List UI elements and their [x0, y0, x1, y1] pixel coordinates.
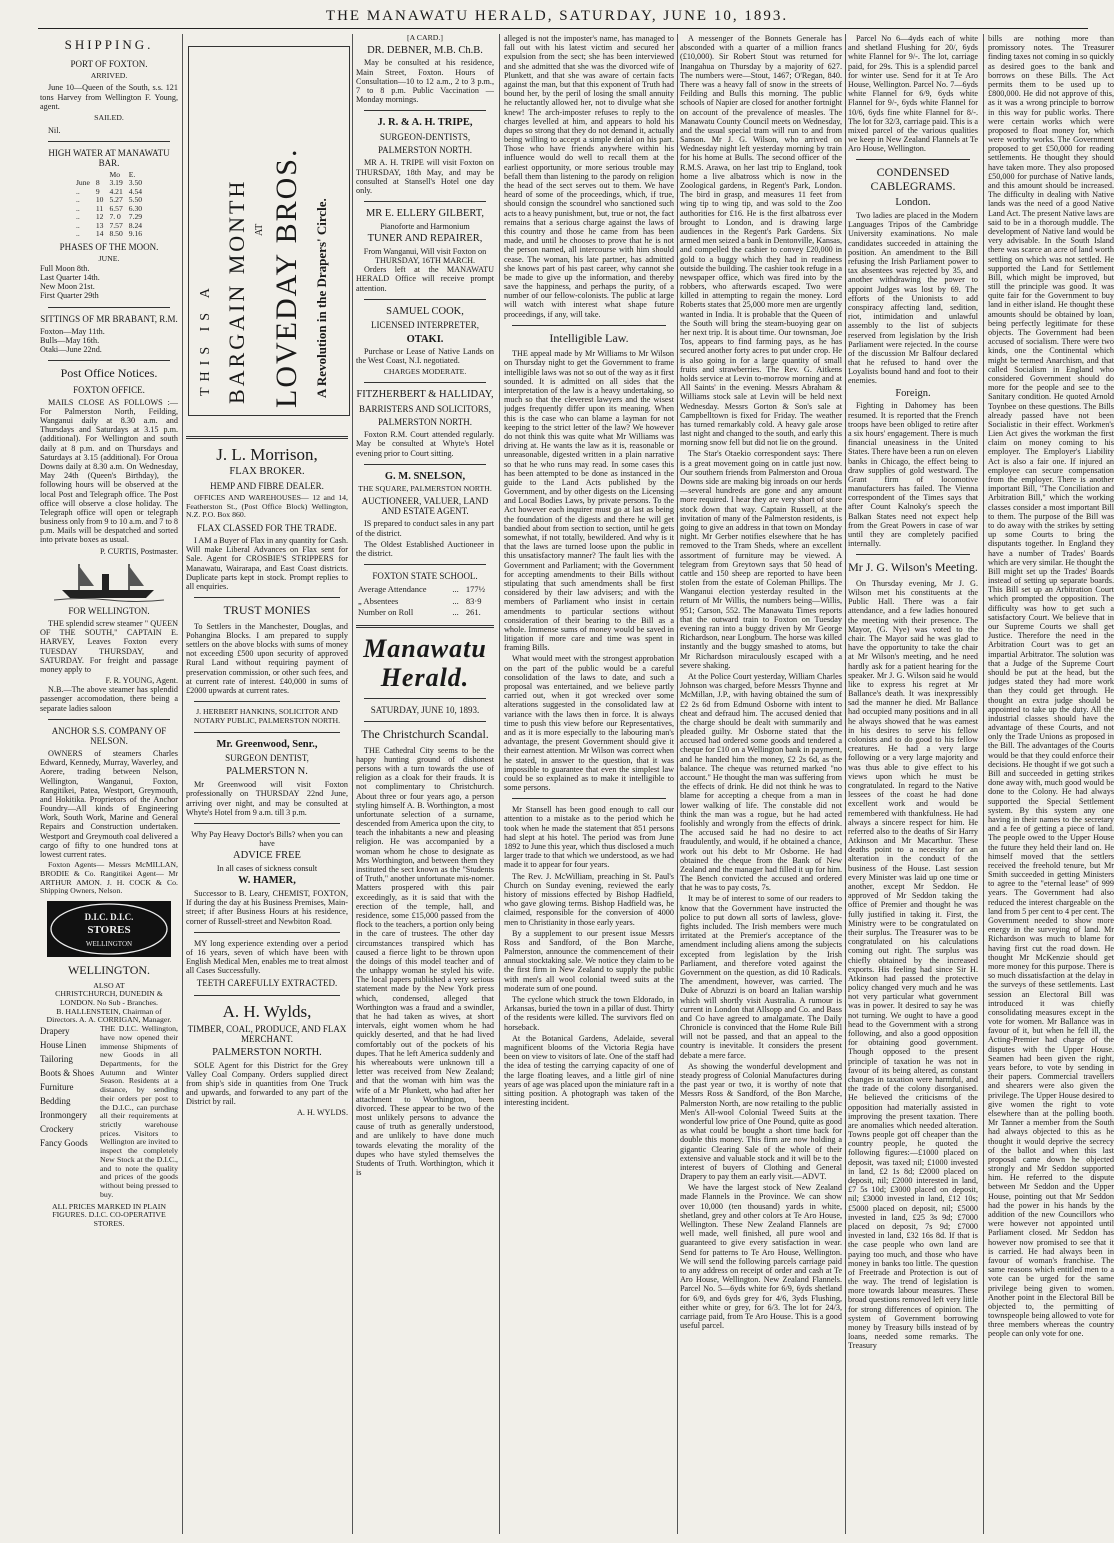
- table-cell: 11: [95, 203, 104, 213]
- high-water-heading: HIGH WATER AT MANAWATU BAR.: [48, 147, 170, 168]
- wilson-meeting-text: On Thursday evening, Mr J. G. Wilson met his constituents at the Public Hall. There was a fair attendance, and a few ladies honoured the meeting with their presence. The Mayor, (G. Nye) was voted to the chair. The Mayor said he was glad to have the opportunity to take the chair at Mr Wilson's meeting, and he need hardly ask for a patient hearing for the speaker. Mr J. G. Wilson said he would like to express his regret at Mr Ballance's death. It was inexpressibly sad the manner he died. Mr Ballance had occupied many positions and in all he always showed that he was earnest in his desires to serve his fellow colonists and to do good to his fellow creatures. He had a very large following or a very large majority and was thus able to give effect to his views upon which he must be congratulated. In regard to the Native lessees of the coast he had done excellent work and would be remembered with thankfulness. He had always a sincere respect for him. He referred also to the deaths of Sir Harry Atkinson and Mr Macarthur. These deaths point to a necessity for an alteration in the conduct of the business of the House. Last session every Minister was laid up one time or another, except Mr Seddon. He approved of Mr Seddon taking the office of Premier and thought he was fully justified in taking it. First, the Ministry were to be congratulated on their surplus. The Treasurer was to be congratulated on his calculations coming out right. The surplus was chiefly obtained by the increased exports. His feeling had since Sir H. Atkinson had passed the protective policy changed very much and he was not very particular what government was in power. It desired to say he was not turning. We ought to have a good head to the Government with a strong following, and also a good opposition for obtaining good government. Though opposed to the present principle of taxation he was not in favour of its being altered, as constant changes in taxation were harmful, and the trade of the colony disorganised. He believed the criticisms of the opposition had materially assisted in improving the present taxation. There are anomalies which needed alteration. Towns people got off cheaper than the country people, he quoted the following figures:—£1000 placed on deposit, was taxed nil; £1000 invested in land, £2 1s 8d; £2000 placed on deposit, nil; £2000 interested in land, £7 5s 10d; £3000 placed on deposit, nil; £3000 invested in land, £12 10s; £5000 placed on deposit, nil; £5000 invested in land, £25 3s 9d; £7000 placed on deposit, 7s 9d; £7000 invested in land, £32 16s 8d. If that is the case people who own land are paying too much, and those who have money in banks too little. The question of Freetrade and Protection is out of the way. The trend of legislation is more towards labour measures. These broad questions removed left very little for strong differences of opinion. The system of Government borrowing money by Treasury bills instead of by loans, needed some remarks. The Treasury: [848, 578, 978, 1351]
- table-cell: 5.27: [109, 195, 123, 205]
- divider: [356, 625, 494, 628]
- law-text2: What would meet with the strongest approbation on the part of the public would be a careful consolidation of the laws to date, and such a proposal was entertained, and we believe partly carried out, when it got wrecked over some alterations suggested in the consolidated law at variance with the laws then in force. It is always time to push this view before our Representatives, and as it is more especially to the labouring man's advantage, the present Government should give it their earnest attention. Mr Wilson was correct when he stated, in answer to the question, that it was impossible to guarantee that even the simplest law could be so explained as to make it intelligible to some persons.: [504, 654, 674, 793]
- scandal-continued: alleged is not the imposter's name, has managed to fall out with his latest victim and secured her expulsion from the sect; she has been interviewed and she admitted that she was the divorced wife of Plunkett, and that she was aware of certain facts against the man, but that this exponent of Truth had bound her, by the peril of losing the small annuity he reluctantly allowed her, not to divulge what she knew! The arch-imposter refuses to reply to the charges levelled at him, and appears to hold his dupes so strong that they do not demand it, actually being willing to accept a simple denial on his part. Those who have friends anywhere within his influence would do well to recall them at the earliest opportunity, or more serious trouble may befall them than listening to the parody on religion the head of the sect serves out to them. We have heard of some of the proceedings, which, if true, should consign the scoundrel who sanctioned such acts to a heavy punishment, but, true or not, the fact remains that a serious charge against the laws of this country and those he came from has been made, and until he chooses to prove that he is not the person named, all intercourse with him should cease. The woman, his late partner, has admitted she knows part of his past career, why cannot she be made to give up the information, and thereby save the happiness, and perhaps the purity, of a number of our fellow-colonists. The public at large will watch with interest what shape future proceedings, if any, will take.: [504, 34, 674, 319]
- divider: [48, 360, 170, 361]
- divider: [186, 436, 348, 439]
- fitzherbert-heading: FITZHERBERT & HALLIDAY,: [356, 389, 494, 401]
- dic-category: Crockery: [40, 1123, 74, 1134]
- column-ads-right: [356, 34, 494, 1534]
- cook-charges: CHARGES MODERATE.: [383, 366, 467, 376]
- herald-title: Manawatu Herald.: [363, 633, 487, 692]
- table-cell: Average Attendance: [358, 584, 427, 595]
- divider: [856, 159, 970, 160]
- table-cell: 8.50: [109, 229, 123, 239]
- column-divider: [499, 34, 500, 1534]
- wylds-sign: A. H. WYLDS.: [296, 1108, 348, 1118]
- scandal-heading: The Christchurch Scandal.: [361, 727, 489, 742]
- steamer-illustration: [54, 560, 164, 602]
- column-shipping: [40, 34, 178, 1534]
- steamer-note: N.B.—The above steamer has splendid passenger accomodation, there being a separate ladies saloon: [40, 685, 178, 713]
- divider: [48, 307, 170, 308]
- tripe-heading: J. R. & A. H. TRIPE,: [377, 117, 473, 129]
- moon-phase: First Quarter 29th: [40, 291, 99, 301]
- column-cablegrams: [848, 34, 978, 1534]
- table-cell: 10: [95, 195, 104, 205]
- divider: [364, 698, 486, 699]
- dic-category: House Linen: [40, 1040, 87, 1051]
- law-heading: Intelligible Law.: [549, 330, 629, 345]
- debner-heading: DR. DEBNER, M.B. Ch.B.: [367, 44, 483, 56]
- dic-category: Ironmongery: [40, 1109, 87, 1120]
- table-cell: 6.57: [109, 203, 123, 213]
- table-cell: 9.16: [128, 229, 143, 239]
- cook-heading: SAMUEL COOK,: [386, 305, 464, 317]
- snelson-text2: The Oldest Established Auctioneer in the district.: [356, 539, 494, 559]
- gilbert-sub: Pianoforte and Harmonium: [380, 221, 470, 231]
- hamer-heading: ADVICE FREE: [233, 850, 301, 862]
- morrison-address: OFFICES AND WAREHOUSES— 12 and 14, Featherston St., (Post Office Block) Wellington, N.Z. P.O. Box 860.: [186, 492, 348, 520]
- tripe-text: MR A. H. TRIPE will visit Foxton on THURSDAY, 18th May, and may be consulted at Stansell's Hotel one day only.: [356, 158, 494, 195]
- dic-footer: ALL PRICES MARKED IN PLAIN FIGURES. D.I.C. CO-OPERATIVE STORES.: [51, 1201, 167, 1228]
- news-item: As showing the wonderful development and steady progress of Colonial Manufactures during the past year or two, it is worthy of note that Messrs Ross & Sandford, of the Bon Marche, Palmerston North, are now retailing to the public Men's All-wool Colonial Tweed Suits at the wonderful low price of One Pound, quite as good as what could be bought a short time back for double this money. This firm are now holding a gigantic Clearing Sale of the whole of their extensive and valuable stock and it will be to the interest of buyers of Clothing and General Drapery to pay them an early visit.—ADVT.: [680, 1061, 842, 1182]
- divider: [194, 701, 340, 702]
- column-wilson-continued: [988, 34, 1114, 1534]
- divider: [194, 597, 340, 598]
- bargain-month-ad: [188, 46, 348, 414]
- snelson-sub: THE SQUARE, PALMERSTON NORTH.: [358, 483, 492, 493]
- table-cell: 5.50: [128, 195, 143, 205]
- sitting-line: Bulls—May 16th.: [40, 335, 100, 345]
- bargain-line-5: A Revolution in the Drapers' Circle.: [314, 198, 329, 398]
- dic-category: Fancy Goods: [40, 1137, 88, 1148]
- column-divider: [182, 34, 183, 1534]
- dic-names: B. HALLENSTEIN, Chairman of Directors. A. A. CORRIGAN, Manager.: [46, 1006, 172, 1025]
- table-cell: Mo: [109, 169, 121, 179]
- greenwood-sub: SURGEON DENTIST,: [225, 753, 309, 764]
- divider: [194, 932, 340, 933]
- bargain-line-2: BARGAIN MONTH: [224, 178, 249, 404]
- column-editorial: [504, 34, 674, 1534]
- table-cell: ..: [75, 229, 80, 239]
- post-office-text: MAILS CLOSE AS FOLLOWS :— For Palmerston North, Feilding, Wanganui daily at 8.30 a.m. and Thursdays and Saturdays at 3.15 p.m. (additional). For Wellington and south daily at 8 p.m. and on Thursdays and Saturdays at 3.15 (additional). For Oroua Downs daily at 8.30 a.m. On Wednesday, May 24th (Queen's Birthday), the following hours will be observed at the local Post and Telegraph office. The Post office will observe a close holiday. The Telegraph office will open or telegraph business only from 9 to 10 a.m. and 7 to 8 p.m. Mails will be despatched and sorted into private boxes as usual.: [40, 397, 178, 545]
- postmaster-sign: P. CURTIS, Postmaster.: [100, 546, 178, 556]
- wylds-sub: TIMBER, COAL, PRODUCE, AND FLAX MERCHANT.: [187, 1023, 347, 1044]
- table-cell: 8: [95, 178, 100, 188]
- post-office-sub: FOXTON OFFICE.: [73, 384, 145, 395]
- school-table: [356, 584, 494, 619]
- london-heading: London.: [895, 197, 931, 209]
- table-cell: 4.21: [109, 186, 123, 196]
- table-row: [356, 584, 494, 596]
- sailed-heading: SAILED.: [94, 112, 124, 122]
- masthead-title: THE MANAWATU HERALD, SATURDAY, JUNE 10, 1893.: [325, 8, 789, 24]
- divider: [364, 464, 486, 465]
- dic-category: Boots & Shoes: [40, 1067, 95, 1078]
- sittings-heading: SITTINGS OF MR BRABANT, R.M.: [40, 313, 178, 324]
- shipping-heading: SHIPPING.: [64, 37, 154, 52]
- table-cell: ..: [75, 195, 80, 205]
- divider: [194, 732, 340, 733]
- table-cell: ...: [452, 607, 459, 618]
- divider: [512, 798, 666, 799]
- divider: [364, 201, 486, 202]
- trust-heading: TRUST MONIES: [223, 603, 311, 618]
- table-cell: Number on Roll: [358, 607, 414, 618]
- morrison-sub: FLAX BROKER.: [229, 466, 305, 478]
- table-cell: 7. 0: [109, 212, 121, 222]
- table-row: [356, 607, 494, 619]
- bargain-line-4: LOVEDAY BROS.: [270, 147, 303, 408]
- hamer-text2: Successor to B. Leary, CHEMIST, FOXTON, If during the day at his Business Premises, Main-street; if after Business Hours at his residence, corner of Russell-street and Newbiton Road.: [186, 888, 348, 926]
- divider: [48, 141, 170, 142]
- wylds-text: SOLE Agent for this District for the Grey Valley Coal Company. Orders supplied direct from ship's side in quantities from One Truck and upwards, and forwarded to any part of the District by rail.: [186, 1060, 348, 1107]
- hamer-name: W. HAMER,: [238, 875, 296, 887]
- column-ads-left: [186, 430, 348, 1534]
- dic-category: Tailoring: [40, 1054, 73, 1064]
- greenwood-text: Mr Greenwood will visit Foxton professionally on THURSDAY 22nd June, arriving over night, and may be consulted at Whyte's Hotel from 9 a.m. till 3 p.m.: [186, 780, 348, 817]
- table-cell: ...: [452, 584, 459, 595]
- teeth-heading: TEETH CAREFULLY EXTRACTED.: [196, 978, 338, 989]
- moon-phase: Full Moon 8th.: [40, 263, 90, 273]
- morrison-text: I AM a Buyer of Flax in any quantity for Cash. Will make Liberal Advances on Flax sent for Sale. Agent for CROSBIE'S STRIPPERS for Manawatu, Wairarapa, and East Coast districts. Duplicate parts kept in stock. Prompt replies to all enquiries.: [186, 536, 348, 592]
- table-cell: ..: [75, 203, 80, 213]
- table-cell: ...: [452, 595, 459, 606]
- moon-month: JUNE.: [98, 254, 120, 264]
- dic-places: CHRISTCHURCH, DUNEDIN & LONDON. No Sub - Branches.: [55, 989, 163, 1007]
- table-cell: June: [75, 178, 90, 188]
- tripe-sub: SURGEON-DENTISTS,: [379, 132, 471, 143]
- table-cell: 177½: [465, 584, 486, 595]
- table-cell: „ Absentees: [358, 595, 399, 606]
- news-item: A messenger of the Bonnets Generale has absconded with a quarter of a million francs (£10,000). Sir Robert Stout was returned for Inangahua on Thursday by a majority of 627. The numbers were—Stout, 1467; O'Regan, 840. There was a heavy fall of snow in the streets of Feilding and Bulls this morning. The public schools of Napier are closed for another fortnight on account of the prevalence of measles. The Manawatu County Council meets on Wednesday, and the usual special tram will run to and from Sanson. Mr J. G. Wilson, who arrived on Wednesday night left yesterday morning by train for his home at Bulls. The second officer of the R.M.S. Arawa, on her last trip to England, took home a live albatross which is now in the Zoological gardens, in Regent's Park, London. The bird in grasp, and measures 11 feet from wing tip to wing tip, and was sold to the Zoo authorities for £16. He is the first albatross ever brought to London, and is drawing large audiences in the Regent's Park Gardens. Six armed men seized a bank in Dentonville, Kansas, and compelled the cashier to convey £20,000 in gold to a buggy which they had in readiness outside the building. The cashier took refuge in a newspaper office, which was fired into by the robbers, who afterwards escaped. Two were killed in attempting to regain the money. Lord Roberts states that 25,000 more men are urgently wanted in India. It is probable that the Queen of the South will bring the steam-buoying gear on her next trip. It is about time. Our townsman, Joe Tos, appears to find farming pays, as he has secured another forty acres to put under crop. He is also going in for a large quantity of small fruits and strawberries. The Rev. G. Aitkens holds service at Levin to-morrow morning and at All Saints' in the evening. Messrs Abraham & Williams stock sale at Levin will be held next Wednesday. Messrs Gorton & Son's sale at Campbelltown is fixed for Friday. The weather has turned remarkably cold. A heavy gale arose last night and changed to the south, and early this morning snow fell but did not lie on the ground.: [680, 34, 842, 448]
- hamer-question: Why Pay Heavy Doctor's Bills? when you can have: [191, 829, 343, 849]
- fitzherbert-sub2: PALMERSTON NORTH.: [378, 417, 472, 428]
- moon-phase: New Moon 21st.: [40, 282, 95, 292]
- sailed-text: Nil.: [48, 125, 61, 135]
- table-cell: 13: [95, 220, 104, 230]
- gilbert-heading: MR E. ELLERY GILBERT,: [365, 208, 485, 220]
- dic-category: Furniture: [40, 1081, 74, 1092]
- dic-text: THE D.I.C. Wellington, have now opened their immense Shipments of new Goods in all Departments, for the Autumn and Winter Season. Residents at a distance, by sending their orders per post to the D.I.C., can purchase all their requirements at strictly warehouse prices. Visitors to Wellington are invited to inspect the completely New Stock at the D.I.C., and to note the quality and prices of the goods without being pressed to buy.: [100, 1024, 178, 1199]
- bargain-line-3: AT: [254, 223, 265, 236]
- news-item: We have the largest stock of New Zealand made Flannels in the Province. We can show over 10,000 (ten thousand) yards in white, shetland, grey and other colors at Te Aro House, Wellington. These New Zealand Flannels are well made, well finished, all pure wool and guaranteed to give every satisfaction in wear. Send for patterns to Te Aro House, Wellington. We will send the following parcels carriage paid to any address on receipt of order and cash at Te Aro House, Wellington. New Zealand Flannels. Parcel No. 5—6yds white for 6/9, 6yds shetland for 6/9, and 6yds grey for 4/6, 3yds Flushing, either white or grey, for 6/3. The lot for 24/3, carriage paid, from Te Aro House. This is a good useful parcel.: [680, 1183, 842, 1331]
- divider: [194, 823, 340, 824]
- dic-city: WELLINGTON.: [67, 963, 151, 978]
- for-wellington-heading: FOR WELLINGTON.: [68, 605, 150, 616]
- greenwood-heading: Mr. Greenwood, Senr.,: [216, 738, 318, 750]
- flannel-parcels: Parcel No 6—4yds each of white and shetland Flushing for 20/, 6yds white Flannel for 9/-. The lot, carriage paid, for 29s. This is a splendid parcel for winter use. Send for it at Te Aro House, Wellington. Parcel No. 7—6yds white Flannel for 6/9, 6yds white Flannel for 9/-, 6yds white Flannel for 10/6, 6yds fine white Flannel for 8/-. The lot for 32/3, carriage paid. This is a mixed parcel of the various qualities we keep in New Zealand Flannels at Te Aro House, Wellington.: [848, 34, 978, 154]
- wilson-meeting-continued: bills are nothing more than promissory notes. The Treasurer finding taxes not coming in so quickly as desired goes to the bank and borrows on these Bills. The Act permits them to be used up to £800,000. He did not approve of this, as it was a wrong principle to borrow in this way for public works. There were certain works which were proposed to float money for, which were worthy works. The Government proposed to get £50,000 for reading settlements. He thought they should have taken more. They also proposed £50,000 for purchase of Native lands, and this amount should be increased. The difficulty in dealing with Native lands was the need of a good Native Land Act. The present Native laws are said to be in a thorough muddle. The development of Native land would be very advisable. In the South Island there was scarce an acre of land worth settling on which was not settled. He supported the Land for Settlement Bill, which might be improved, but still the principle was good. It was quite fair for the Government to buy land in either island. He thought these amounts should be obtained by loan, being perfectly legitimate for these objects. The Government had been accused of socialism. There were two kinds, one the Continental which might be termed Anarchism, and that called Socialism in England who considered Government should do more for the people and see to the Sanitary condition. He quoted Arnold Toynbee on these questions. The Bills already passed have not been Socialistic in their effect. Workmen's Lien Act gives the workman the first claim on money coming to his employer. The Employer's Liability Act is also a fair one. If injured an employee can secure compensation from the employer. There is another important Bill, "The Conciliation and Arbitration Bill," which the working classes consider a most important Bill to them. The purpose of the Bill was to do away with the strikes by setting up some Courts to bring the disputants together. In England they have a number of Trades' Boards which are very similar. He thought the Bill might set up the Trades' Boards instead of setting up separate boards. This Bill set up an Arbitration Court which prompted the opposition. The difficulty was how to get such a satisfactory Court. We believe that in our Supreme Courts we shall get Justice. Therefore the need in the Arbitration Court was to get an impartial Arbitrator. The solution was that a Judge of the Supreme Court should be put at the head, but the judges stated they had more work than they could get through. He thought an extra judge should be appointed to take up the duty. All the industrial classes should have the advantage of these Courts, and not only the Trade Unions as proposed in the Bill. The advantages of the Courts would be that they could enforce their decisions. He thought if we got such a Bill and succeeded in getting strikes done away with, much good would be done to the Colony. He had always supported the Special Settlement system. By this system any one having in their names to the secretary and a fee of getting a piece of land. The people owed to the Upper House the future they held their land on. He himself moved that the settlers received the freehold tenure, but Mr Smith succeeded in getting Ministers to agree to the "eternal lease" of 999 years. The Government had also reduced the interest chargeable on the land from 5 per cent to 4 per cent. The Government needed to show more energy in the surveying of land. Mr Richardson was much to blame for having first cut the road down. He thought Mr McKenzie should get more money for this purpose. There is so much dissatisfaction at the delay in the surveys of these settlements. Last session an Electoral Bill was introduced it was chiefly consolidating measures except in the vote for women. Mr Ballance was in favour of it, but when he fell ill, the Acting-Premier had charge of the disputes with the Upper House. Seamen had been given the right, years before, to vote by sending in their papers. Commercial travellers and shearers were also given the privilege. The Upper House desired to give women the right to vote elsewhere than at the polling booth. Mr Tanner a member from the South had always objected to this as he thought it would deprive the secrecy of the ballot and when this last proposal came down he objected strongly and Mr Seddon supported him. He referred to the dispute between Mr Seddon and the Upper House, pointing out that Mr Seddon had the power in his hands by the addition of the new Councillors who were however not appointed until Parliament closed. Mr Seddon has however now promised to see that it is carried. He had always been in favour of woman's franchise. The same reasons which entitled men to a vote can be urged for the same privilege being given to women. Another point in the Electoral Bill be objected to, the permitting of townspeople being allowed to vote for three members whereas the country people can only vote for one.: [988, 34, 1114, 1339]
- table-cell: 7.57: [109, 220, 123, 230]
- column-divider: [845, 34, 846, 1534]
- table-cell: ..: [75, 212, 80, 222]
- tripe-sub2: PALMERSTON NORTH.: [378, 145, 472, 156]
- bargain-line-1: THIS IS A: [198, 282, 213, 396]
- table-cell: 12: [95, 212, 104, 222]
- local-note: Mr Stansell has been good enough to call our attention to a mistake as to the period which he took when he made the statement that 851 persons had slept at his hotel. The period was from June 1892 to June this year, which thus disclosed a much larger trade to that which we understood, as we had made it to appear for four years.: [504, 805, 674, 870]
- dic-also: ALSO AT: [93, 980, 125, 990]
- snelson-sub2: AUCTIONEER, VALUER, LAND AND ESTATE AGENT.: [361, 496, 489, 517]
- anchor-company-text: OWNERS of steamers Charles Edward, Kennedy, Murray, Waverley, and Aorere, trading between Nelson, Wellington, Wanganui, Foxton, Rangitikei, Patea, Westport, Greymouth, and Hokitika. Proprietors of the Anchor Foundry—All kinds of Engineering Work, South Work, Marine and General Repairs and Construction undertaken. Westport and Greymouth coal delivered a cargo of fifty to one hundred tons at lowest current rates.: [40, 748, 178, 860]
- tide-table: [73, 171, 145, 239]
- column-divider: [983, 34, 984, 1534]
- column-divider: [352, 34, 353, 1534]
- svg-text:D.I.C. D.I.C.: D.I.C. D.I.C.: [84, 912, 134, 923]
- divider: [364, 110, 486, 111]
- teeth-text: MY long experience extending over a period of 16 years, seven of which have been with English Medical Men, enables me to treat almost all Cases Successfully.: [186, 938, 348, 976]
- dic-category: Bedding: [40, 1095, 71, 1106]
- table-cell: 4.54: [128, 186, 143, 196]
- scandal-text: THE Cathedral City seems to be the happy hunting ground of dishonest persons with a turn towards the use of religion as a cloak for their frauds. It is not complimentary to Christchurch. About three or four years ago, a person styling himself A. B. Worthington, a most unfortunate selection of a surname, descended from America upon the city, to teach the inhabitants a new and pleasing religion. He was accompanied by a woman whom he chose to designate as Mrs Worthington, and between them they instituted the sect known as the "Students of Truth," another unfortunate mis-nomer. Matters prospered with this pair exceedingly, as it is said that with the erection of the temple, hall, and residence, some £15,000 passed from the flock to the teachers, a portion only being in the care of trustees. The other day circumstances transpired which has caused a fierce light to be thrown upon the doings of this model teacher and of the unhappy woman he styled his wife. The local papers published a very serious statement made by the New York press which, condensed, alleged that Worthington was a fraud and a swindler, that he had taken as wives, at short intervals, eight women whom he had quickly deserted, and that he had lived comfortably out of the pockets of his dupes. That he left America suddenly and his whereabouts were unknown till a letter was received from New Zealand; and that the woman with him was the wife of a Mr Plunkett, who had after her attachment to Worthington, been divorced. These appear to be two of the most unlikely persons to advance the cause of truth as generally understood, and are unlikely to have done much towards elevating the morality of the dupes who have styled themselves the Students of Truth. Worthington, which it is: [356, 745, 494, 1178]
- agent-sign: F. R. YOUNG, Agent.: [105, 676, 178, 686]
- table-cell: 7.29: [128, 212, 143, 222]
- table-cell: ..: [75, 220, 80, 230]
- dic-stores-logo: [46, 900, 172, 958]
- trust-text: To Settlers in the Manchester, Douglas, and Pohangina Blocks. I am prepared to supply settlers on the above blocks with sums of money not exceeding £500 upon security of approved Rural Land without requiring payment of preservation commission, or other such fees, and at current rate of interest. £40,000 in sums of £2000 upwards at current rates.: [186, 621, 348, 695]
- table-cell: 6.30: [128, 203, 143, 213]
- table-cell: 8.24: [128, 220, 143, 230]
- morrison-heading: J. L. Morrison,: [216, 445, 318, 464]
- cook-sub2: OTAKI.: [406, 333, 444, 345]
- wilson-meeting-heading: Mr J. G. Wilson's Meeting.: [848, 560, 978, 575]
- arrived-heading: ARRIVED.: [90, 70, 128, 80]
- port-heading: PORT OF FOXTON.: [70, 58, 148, 69]
- fitzherbert-text: Foxton R.M. Court attended regularly. May be consulted at Whyte's Hotel evening prior to Court sitting.: [356, 430, 494, 458]
- wylds-heading: A. H. Wylds,: [222, 1001, 312, 1021]
- cook-text: Purchase or Lease of Native Lands on the West Coast, N.I. negotiated.: [356, 347, 494, 366]
- moon-heading: PHASES OF THE MOON.: [59, 241, 159, 252]
- divider: [364, 564, 486, 565]
- local-note: The Rev. J. McWilliam, preaching in St. Paul's Church on Sunday evening, reviewed the early history of missions effected by Bishop Hadfield, who gave glowing terms. Bishop Hadfield was, he claimed, responsible for the conversion of 4000 men to Christianity in those early years.: [504, 871, 674, 927]
- dic-departments: [40, 1025, 178, 1199]
- gilbert-text: From Wanganui, Will visit Foxton on THURSDAY, 16TH MARCH.: [363, 246, 487, 265]
- debner-text: May be consulted at his residence, Main Street, Foxton. Hours of Consultation—10 to 12 a.m., 2 to 3 p.m., 7 to 8 p.m. Public Vaccination — Monday mornings.: [356, 58, 494, 105]
- divider: [512, 325, 666, 326]
- anchor-agents: Foxton Agents— Messrs McMILLAN, BRODIE & Co. Rangitikei Agent— Mr ARTHUR AMON. J. H. COCK & Co. Shipping Owners, Nelson.: [40, 860, 178, 896]
- sitting-line: Foxton—May 11th.: [40, 326, 105, 336]
- divider: [364, 382, 486, 383]
- svg-text:STORES: STORES: [87, 924, 131, 937]
- table-cell: 83·9: [465, 595, 482, 606]
- gilbert-text2: Orders left at the MANAWATU HERALD Office will receive prompt attention.: [356, 265, 494, 293]
- for-wellington-text: THE splendid screw steamer " QUEEN OF THE SOUTH," CAPTAIN E. HARVEY, Leaves Foxton every TUESDAY THURSDAY, and SATURDAY. For freight and passage money apply to: [40, 618, 178, 674]
- divider: [364, 721, 486, 722]
- card-label: [A CARD.]: [407, 34, 443, 42]
- morrison-sub2: HEMP AND FIBRE DEALER.: [210, 480, 324, 491]
- divider: [364, 299, 486, 300]
- greenwood-sub2: PALMERSTON N.: [226, 766, 308, 778]
- gilbert-sub2: TUNER AND REPAIRER,: [367, 233, 483, 244]
- news-item: It may be of interest to some of our readers to know that the Government have instructed the police to put down all sorts of lawless, glove-fights included. The Irish members were much irritated at the Premier's acceptance of the amendment including aliens among the subjects excepted from legislation by the Irish Parliament, and therefore voted against the Government on the question, as did 10 Radicals. The amendment, however, was carried. The Duke of Abruzzi is on board an Italian warship which will shortly visit Australia. A rumour is current in London that Allsopp and Co. and Bass and Co have agreed to amalgamate. The Daily Chronicle is convinced that the Home Rule Bill will not be passed, and that an appeal to the country is inevitable. It considers the present debate a mere farce.: [680, 894, 842, 1060]
- table-cell: 14: [95, 229, 104, 239]
- hankins: J. HERBERT HANKINS, SOLICITOR AND NOTARY PUBLIC, PALMERSTON NORTH.: [193, 707, 341, 725]
- moon-phase: Last Quarter 14th.: [40, 272, 100, 282]
- post-office-heading: Post Office Notices.: [60, 366, 158, 381]
- svg-text:WELLINGTON: WELLINGTON: [85, 940, 133, 949]
- sitting-line: Otaki—June 22nd.: [40, 344, 102, 354]
- column-divider: [677, 34, 678, 1534]
- arrived-text: June 10—Queen of the South, s.s. 121 tons Harvey from Wellington F. Young, agent.: [40, 83, 178, 111]
- fitzherbert-sub: BARRISTERS AND SOLICITORS,: [358, 404, 492, 415]
- divider: [856, 554, 970, 555]
- wylds-town: PALMERSTON NORTH.: [212, 1046, 322, 1058]
- table-row: [73, 230, 145, 239]
- table-cell: 3.19: [109, 178, 123, 188]
- masthead-rule: [38, 28, 1088, 29]
- local-note: The cyclone which struck the town Eldorado, in Arkansas, buried the town in a pillar of dust. Thirty of the residents were killed. The survivors fled on horseback.: [504, 995, 674, 1032]
- local-note: At the Botanical Gardens, Adelaide, several magnificent blooms of the Victoria Regia have been on view to visitors of late. One of the staff had the idea of testing the carrying capacity of one of the large floating leaves, and a little girl of nine years of age was placed upon the miniature raft in a sitting position. A photograph was taken of the interesting incident.: [504, 1033, 674, 1108]
- school-heading: FOXTON STATE SCHOOL.: [372, 571, 478, 582]
- london-text: Two ladies are placed in the Modern Languages Tripos of the Cambridge University examinations. No male candidates succeeded in attaining the position. An amendment to the Bill refusing the Irish Parliament power to tax absentees was rejected by 35, and another withdrawing the power to appoint Judges was lost by 69. The efforts of the Unionists to add conspiracy affecting land, sedition, riot, intimidation and unlawful assembly to the list of subjects reserved from legislation by the Irish Parliament were rejected. In the course of the discussion Mr Balfour declared that he refused to hand over the Loyalists bound hand and foot to their enemies.: [848, 211, 978, 386]
- table-cell: 261.: [465, 607, 481, 618]
- news-item: At the Police Court yesterday, William Charles Johnson was charged, before Messrs Thynne and McMillan, J.P., with having obtained the sum of £2 2s 6d from Edmund Osborne with intent to cheat and defraud him. The accused denied that the charge should be dealt with summarily and pleaded guilty. Mr Osborne stated that the accused had ordered some goods and tendered a cheque for £10 on a Wellington bank in payment, and he handed him the money, £2 2s 6d, as the balance. The cheque was returned marked "no account." He thought the man was suffering from the effects of drink. He did not think he was to blame for accepting a cheque from a man in lower walking of life. The constable did not think the man was a rogue, but he had acted foolishly and wrongly from the effects of drink. The accused said he had no desire to act fraudulently, and would, if he obtained a chance, work out his debt to Mr Osborne. He had obtained the cheque from the Bank of New Zealand and the manager had filled it up for him. The Bench convicted the accused and ordered that he was to pay costs, 7s.: [680, 671, 842, 893]
- local-note: By a supplement to our present issue Messrs Ross and Sandford, of the Bon Marche, Palmerston, announce the commencement of their annual stocktaking sale. We notice they claim to be the first firm in New Zealand to supply the public with men's all wool colonial tweed suits at the moderate sum of one pound.: [504, 928, 674, 993]
- column-local-news: [680, 34, 842, 1534]
- herald-date: SATURDAY, JUNE 10, 1893.: [370, 705, 480, 716]
- table-row: [356, 596, 494, 608]
- divider: [194, 995, 340, 996]
- divider: [48, 719, 170, 720]
- dic-category: Drapery: [40, 1026, 70, 1037]
- news-item: The Star's Otaekio correspondent says: There is a great movement going on in cattle just now. Our southern friends from Palmerston and Oroua Downs side are making big inroads on our herds—several hundreds are gone and any amount more required. I hear they are very short of store stock down that way. Captain Russell, at the invitation of many of the Palmerston residents, is going to give an address in that town on Monday night. Mr Gerber notifies elsewhere that he has removed to the Tram Sheds, where an excellent assortment of furniture may be viewed. A telegram from Greytown says that 50 head of cattle and 150 sheep are reported to have been stolen from the estate of Coleman Phillips. The Wanganui election yesterday resulted in the return of Mr Willis, the numbers being—Willis, 951; Carson, 552. The Manawatu Times reports that the outward train to Foxton on Tuesday evening ran into a buggy driven by Mr George Richardson, near Longburn. The horse was killed instantly and the buggy smashed to atoms, but Mr Richardson miraculously escaped with a severe shaking.: [680, 449, 842, 670]
- foreign-heading: Foreign.: [895, 387, 931, 399]
- snelson-heading: G. M. SNELSON,: [384, 470, 466, 482]
- table-cell: 3.50: [128, 178, 143, 188]
- foreign-text: Fighting in Dahomey has been resumed. It is reported that the French troops have been obliged to retire after a six hours' engagement. There is much financial uneasiness in the United States. There have been a run on eleven banks in Chicago, the effect being to draw supplies of gold westward. The Grant firm of locomotive manufacturers has failed. The Vienna correspondent of the Times says that after Count Kalnoky's speech the Balkan States need not expect help from the Great Powers in case of war until they are completely pacified internally.: [848, 401, 978, 549]
- hamer-text: In all cases of sickness consult: [216, 864, 318, 874]
- table-cell: ..: [75, 186, 80, 196]
- law-text: THE appeal made by Mr Williams to Mr Wilson on Thursday night to get the Government to frame intelligible laws was not so out of the way as it first sounded. It is admitted on all sides that the interpretation of the law is a heavy undertaking, so much so that the cleverest lawyers and the wisest judges frequently differ upon its meaning. When this is the case who can blame a layman for not keeping to the strict letter of the law? We however do not think this was quite what Mr Williams was driving at. He wants the law as it is, reasonable or unreasonable, digested written in a plain narrative so that he who runs may read. In some cases this has been attempted to be done as instanced in the guide to the Land Acts published by the Government, and by other digests on the Licensing and Local Bodies Laws, by private persons. To the Act however each inquirer must go at last as being the foundation of the digests and there he will get bandied about from section to section, until he gets somewhat, if not totally, bewildered. And why is it that the laws are turned loose upon the public in this unsatisfactory manner? The fault lies with the Government and Parliament; with the Government for accepting amendments to their Bills without stipulating that such amendments shall be first considered by their law advisers; and with the members of Parliament who insist in certain amendments to particular sections without consideration of their bearing to the Bill as a whole. Immense sums of money would be saved in litigation if more care and time was spent in framing Bills.: [504, 349, 674, 653]
- table-cell: 9: [95, 186, 100, 196]
- morrison-classed: FLAX CLASSED FOR THE TRADE.: [197, 523, 337, 534]
- dic-category-list: [40, 1025, 96, 1199]
- table-cell: E.: [128, 169, 136, 179]
- cook-sub: LICENSED INTERPRETER,: [371, 320, 479, 331]
- cablegrams-heading: CONDENSED CABLEGRAMS.: [870, 165, 956, 193]
- snelson-text: IS prepared to conduct sales in any part of the district.: [356, 519, 494, 538]
- anchor-company-heading: ANCHOR S.S. COMPANY OF NELSON.: [51, 725, 167, 746]
